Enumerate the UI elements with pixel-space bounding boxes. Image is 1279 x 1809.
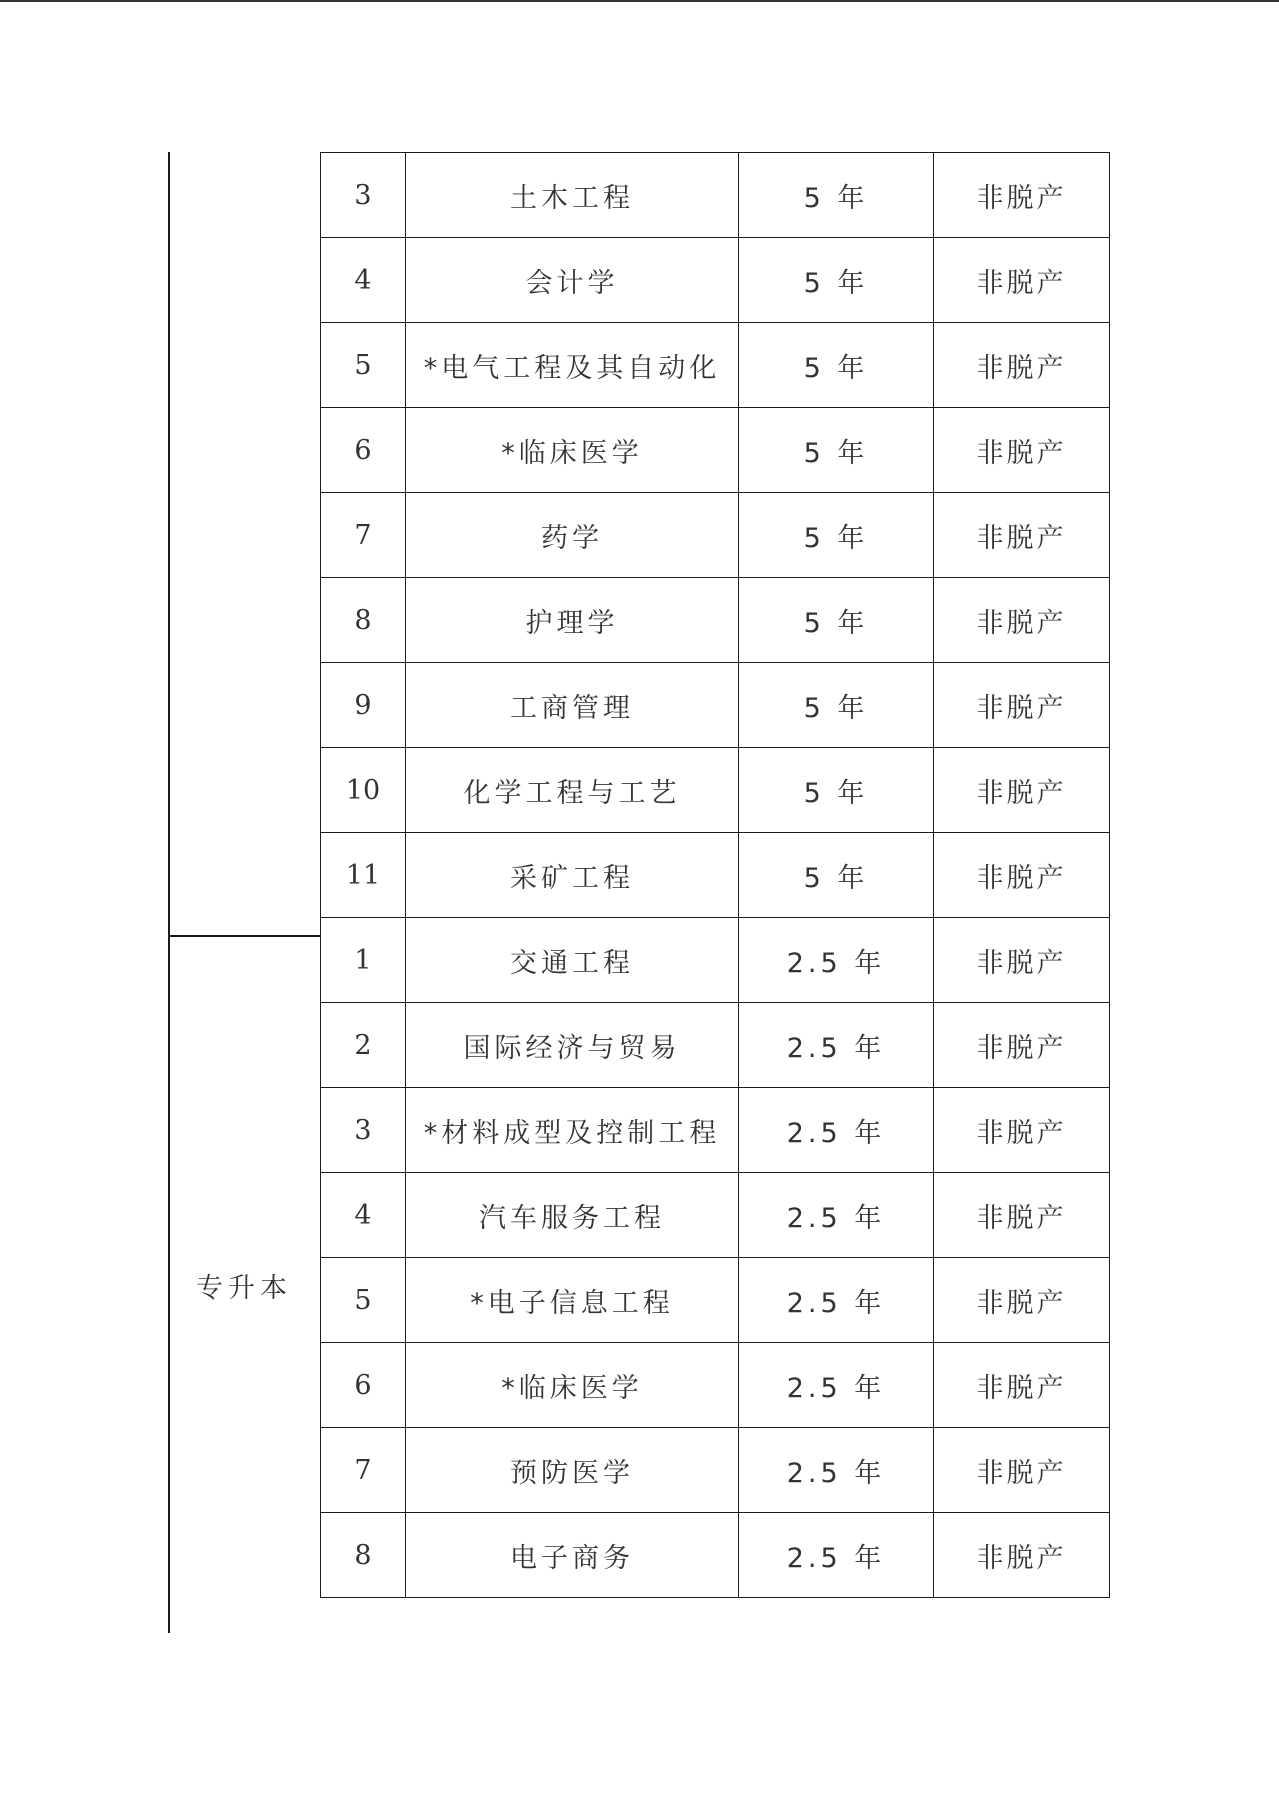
- group-left-border: [168, 152, 170, 936]
- study-mode: 非脱产: [934, 153, 1110, 238]
- study-mode: 非脱产: [934, 1343, 1110, 1428]
- majors-table-body: [321, 153, 1110, 1598]
- study-duration: 2.5 年: [739, 1513, 934, 1598]
- major-name: *临床医学: [406, 408, 739, 493]
- major-name: 电子商务: [406, 1513, 739, 1598]
- table-row: [321, 1513, 1110, 1598]
- row-number: 5: [321, 323, 406, 408]
- row-number: 3: [321, 153, 406, 238]
- study-mode: 非脱产: [934, 748, 1110, 833]
- study-duration: 5 年: [739, 663, 934, 748]
- major-name: 采矿工程: [406, 833, 739, 918]
- row-number: 2: [321, 1003, 406, 1088]
- study-duration: 2.5 年: [739, 1003, 934, 1088]
- majors-table: [320, 152, 1110, 1598]
- study-duration: 5 年: [739, 323, 934, 408]
- table-row: [321, 748, 1110, 833]
- row-number: 7: [321, 493, 406, 578]
- row-number: 3: [321, 1088, 406, 1173]
- row-number: 1: [321, 918, 406, 1003]
- study-mode: 非脱产: [934, 663, 1110, 748]
- table-row: [321, 918, 1110, 1003]
- group-separator: [168, 935, 320, 937]
- study-mode: 非脱产: [934, 578, 1110, 663]
- row-number: 4: [321, 238, 406, 323]
- study-mode: 非脱产: [934, 918, 1110, 1003]
- table-row: [321, 1088, 1110, 1173]
- row-number: 5: [321, 1258, 406, 1343]
- study-mode: 非脱产: [934, 833, 1110, 918]
- study-mode: 非脱产: [934, 1513, 1110, 1598]
- major-name: 药学: [406, 493, 739, 578]
- major-name: 土木工程: [406, 153, 739, 238]
- row-number: 4: [321, 1173, 406, 1258]
- row-number: 7: [321, 1428, 406, 1513]
- table-row: [321, 1173, 1110, 1258]
- major-name: *电子信息工程: [406, 1258, 739, 1343]
- table-row: [321, 238, 1110, 323]
- study-mode: 非脱产: [934, 1088, 1110, 1173]
- row-number: 11: [321, 833, 406, 918]
- table-row: [321, 1258, 1110, 1343]
- study-mode: 非脱产: [934, 1428, 1110, 1513]
- table-row: [321, 153, 1110, 238]
- major-name: 预防医学: [406, 1428, 739, 1513]
- table-row: [321, 1003, 1110, 1088]
- study-mode: 非脱产: [934, 1173, 1110, 1258]
- major-name: 护理学: [406, 578, 739, 663]
- table-row: [321, 833, 1110, 918]
- row-number: 8: [321, 578, 406, 663]
- study-duration: 2.5 年: [739, 918, 934, 1003]
- study-mode: 非脱产: [934, 323, 1110, 408]
- study-mode: 非脱产: [934, 1003, 1110, 1088]
- study-mode: 非脱产: [934, 1258, 1110, 1343]
- study-duration: 2.5 年: [739, 1173, 934, 1258]
- study-duration: 5 年: [739, 493, 934, 578]
- major-name: 汽车服务工程: [406, 1173, 739, 1258]
- study-duration: 2.5 年: [739, 1258, 934, 1343]
- study-duration: 2.5 年: [739, 1088, 934, 1173]
- study-duration: 5 年: [739, 238, 934, 323]
- major-name: *材料成型及控制工程: [406, 1088, 739, 1173]
- study-duration: 5 年: [739, 833, 934, 918]
- study-duration: 5 年: [739, 153, 934, 238]
- table-row: [321, 493, 1110, 578]
- major-name: 会计学: [406, 238, 739, 323]
- major-name: *临床医学: [406, 1343, 739, 1428]
- row-number: 6: [321, 408, 406, 493]
- study-duration: 2.5 年: [739, 1343, 934, 1428]
- study-duration: 2.5 年: [739, 1428, 934, 1513]
- study-duration: 5 年: [739, 578, 934, 663]
- study-duration: 5 年: [739, 408, 934, 493]
- major-name: 化学工程与工艺: [406, 748, 739, 833]
- major-name: *电气工程及其自动化: [406, 323, 739, 408]
- study-mode: 非脱产: [934, 408, 1110, 493]
- table-row: [321, 578, 1110, 663]
- table-row: [321, 323, 1110, 408]
- row-number: 6: [321, 1343, 406, 1428]
- study-duration: 5 年: [739, 748, 934, 833]
- table-row: [321, 1343, 1110, 1428]
- table-row: [321, 408, 1110, 493]
- page-top-border: [0, 0, 1279, 2]
- table-row: [321, 1428, 1110, 1513]
- major-name: 交通工程: [406, 918, 739, 1003]
- table-row: [321, 663, 1110, 748]
- study-mode: 非脱产: [934, 493, 1110, 578]
- major-name: 国际经济与贸易: [406, 1003, 739, 1088]
- major-name: 工商管理: [406, 663, 739, 748]
- row-number: 9: [321, 663, 406, 748]
- row-number: 8: [321, 1513, 406, 1598]
- group-label-upgrade: 专升本: [196, 1273, 292, 1304]
- study-mode: 非脱产: [934, 238, 1110, 323]
- row-number: 10: [321, 748, 406, 833]
